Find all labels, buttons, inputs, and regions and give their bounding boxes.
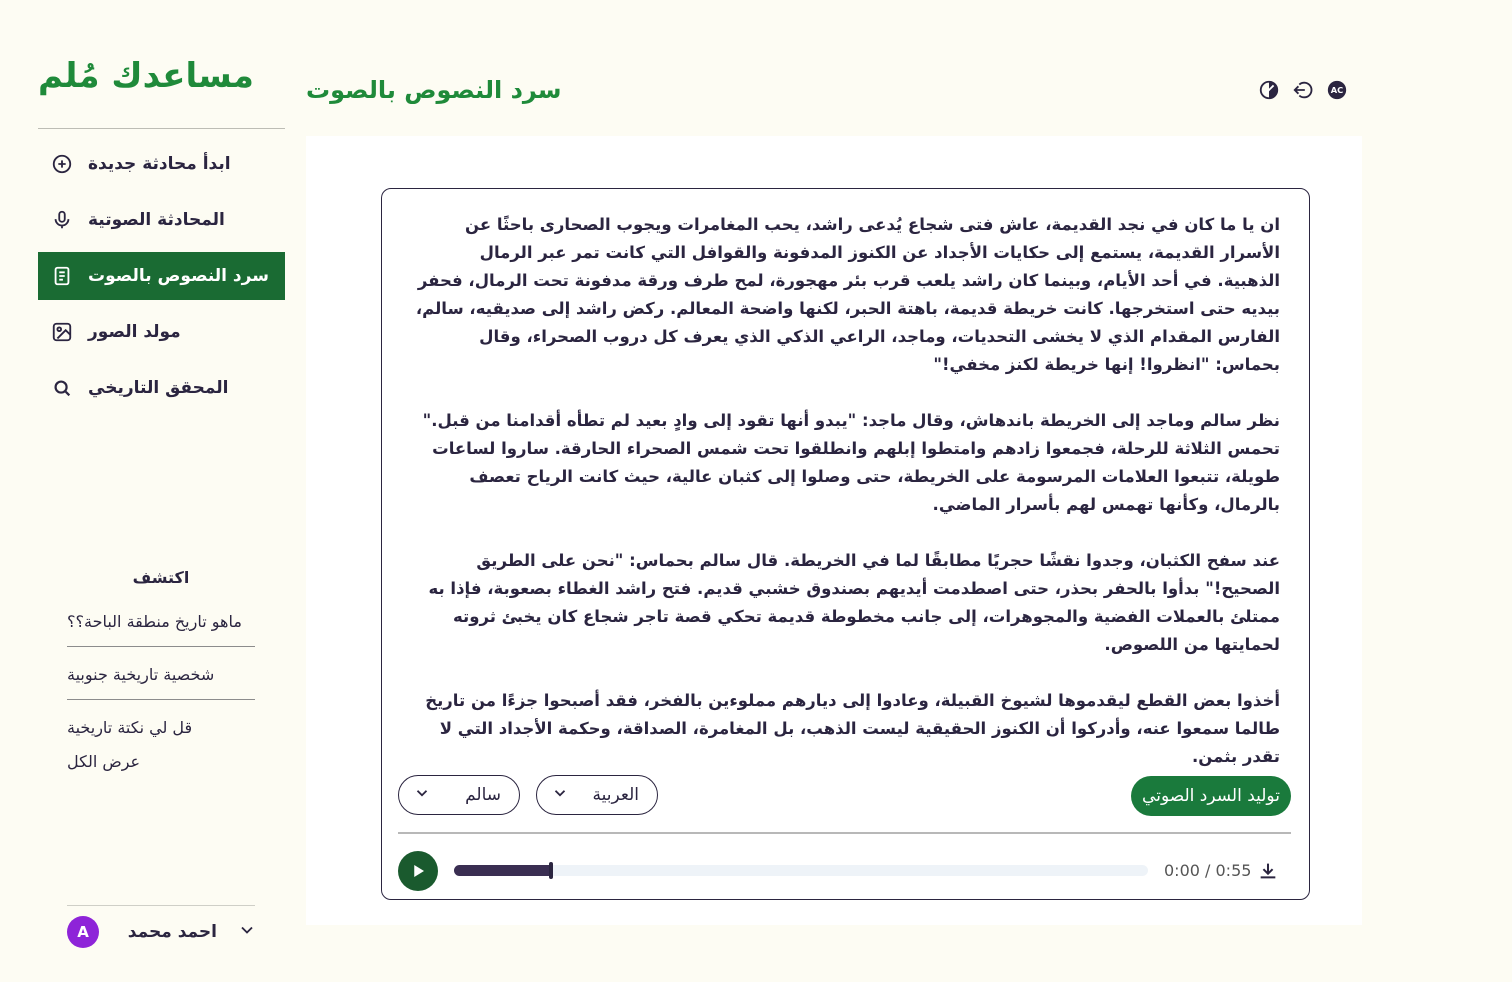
sidebar-item-label: ابدأ محادثة جديدة bbox=[88, 154, 231, 174]
narration-panel bbox=[381, 188, 1310, 900]
story-paragraph: نظر سالم وماجد إلى الخريطة باندهاش، وقال ماجد: "يبدو أنها تقود إلى وادٍ بعيد لم تطأه أقدامنا من قبل." تحمس الثلاثة للرحلة، فجمعوا زادهم وامتطوا إبلهم وانطلقوا تحت شمس الصحراء الحارقة. ساروا لساعات طويلة، تتبعوا العلامات المرسومة على الخريطة، حتى وصلوا إلى كثبان عالية، حيث كانت الرياح تعصف بالرمال، وكأنها تهمس لهم بأسرار الماضي. bbox=[422, 411, 1280, 514]
chevron-down-icon[interactable] bbox=[237, 920, 257, 944]
panel-divider bbox=[398, 832, 1291, 834]
document-icon bbox=[50, 264, 74, 288]
sidebar-item-voice-chat[interactable] bbox=[38, 196, 285, 244]
plus-circle-icon bbox=[50, 152, 74, 176]
app-brand: مساعدك مُلم bbox=[38, 56, 254, 96]
explore-title: اكتشف bbox=[132, 568, 190, 587]
play-icon bbox=[409, 862, 427, 880]
sidebar-item-text-to-speech[interactable] bbox=[38, 252, 285, 300]
show-all-link[interactable]: عرض الكل bbox=[67, 752, 141, 771]
sidebar-item-label: المحادثة الصوتية bbox=[88, 210, 225, 230]
sidebar-item-label: المحقق التاريخي bbox=[88, 378, 229, 398]
sidebar-item-image-generator[interactable] bbox=[38, 308, 285, 356]
chevron-down-icon bbox=[551, 784, 569, 807]
explore-item[interactable]: ماهو تاريخ منطقة الباحة؟؟ bbox=[67, 606, 255, 647]
user-menu[interactable] bbox=[67, 916, 257, 948]
audio-progress-handle[interactable] bbox=[549, 862, 553, 879]
story-text-area[interactable] bbox=[412, 211, 1280, 771]
audio-progress-fill bbox=[454, 865, 551, 876]
story-paragraph: أخذوا بعض القطع ليقدموها لشيوخ القبيلة، وعادوا إلى ديارهم مملوءين بالفخر، فقد أصبحوا جزءًا من تاريخ طالما سمعوا عنه، وأدركوا أن الكنوز الحقيقية ليست الذهب، بل المغامرة، الصداقة، وحكمة الأجداد التي لا تقدر بثمن. bbox=[425, 691, 1280, 766]
svg-text:AC: AC bbox=[1330, 85, 1344, 96]
user-divider bbox=[67, 905, 255, 906]
story-paragraph: ان يا ما كان في نجد القديمة، عاش فتى شجاع يُدعى راشد، يحب المغامرات ويجوب الصحارى باحثًا عن الأسرار القديمة، يستمع إلى حكايات الأجداد عن الكنوز المدفونة والقوافل التي كانت تمر عبر الرمال الذهبية. في أحد الأيام، وبينما كان راشد يلعب قرب بئر مهجورة، لمح طرف ورقة مدفونة تحت الرمال، فحفر بيديه حتى استخرجها. كانت خريطة قديمة، باهتة الحبر، لكنها واضحة المعالم. ركض راشد إلى صديقيه، سالم، الفارس المقدام الذي لا يخشى التحديات، وماجد، الراعي الذكي الذي يعرف كل دروب الصحراء، وقال بحماس: "انظروا! إنها خريطة لكنز مخفي!" bbox=[415, 215, 1280, 374]
audio-time: 0:00 / 0:55 bbox=[1164, 861, 1252, 880]
search-icon bbox=[50, 376, 74, 400]
language-select[interactable] bbox=[536, 775, 658, 815]
sidebar-item-label: سرد النصوص بالصوت bbox=[88, 266, 269, 286]
chevron-down-icon bbox=[413, 784, 431, 807]
contrast-icon[interactable] bbox=[1258, 79, 1280, 101]
explore-item[interactable]: قل لي نكتة تاريخية bbox=[67, 718, 193, 737]
image-icon bbox=[50, 320, 74, 344]
avatar: A bbox=[67, 916, 99, 948]
sidebar-item-new-chat[interactable] bbox=[38, 140, 285, 188]
language-select-value: العربية bbox=[592, 785, 639, 805]
page-title: سرد النصوص بالصوت bbox=[306, 76, 562, 104]
sidebar-nav bbox=[38, 140, 285, 420]
explore-item[interactable]: شخصية تاريخية جنوبية bbox=[67, 659, 255, 700]
sidebar-item-history-investigator[interactable] bbox=[38, 364, 285, 412]
sidebar-item-label: مولد الصور bbox=[88, 322, 181, 342]
download-icon[interactable] bbox=[1257, 860, 1279, 882]
generate-narration-button[interactable]: توليد السرد الصوتي bbox=[1131, 776, 1291, 816]
header-actions bbox=[1258, 79, 1348, 101]
audio-progress-bar[interactable] bbox=[454, 865, 1148, 876]
play-button[interactable] bbox=[398, 851, 438, 891]
logout-icon[interactable] bbox=[1292, 79, 1314, 101]
story-paragraph: عند سفح الكثبان، وجدوا نقشًا حجريًا مطابقًا لما في الخريطة. قال سالم بحماس: "نحن على الطريق الصحيح!" بدأوا بالحفر بحذر، حتى اصطدمت أيديهم بصندوق خشبي قديم. فتح راشد الغطاء بصعوبة، فإذا به ممتلئ بالعملات الفضية والمجوهرات، إلى جانب مخطوطة قديمة تحكي قصة تاجر شجاع كان يخبئ ثروته لحمايتها من اللصوص. bbox=[428, 551, 1280, 654]
brand-divider bbox=[38, 128, 285, 129]
user-name: احمد محمد bbox=[127, 922, 217, 942]
voice-select-value: سالم bbox=[465, 785, 501, 805]
accessibility-ac-icon[interactable] bbox=[1326, 79, 1348, 101]
explore-list bbox=[67, 606, 255, 780]
voice-select[interactable] bbox=[398, 775, 520, 815]
microphone-icon bbox=[50, 208, 74, 232]
